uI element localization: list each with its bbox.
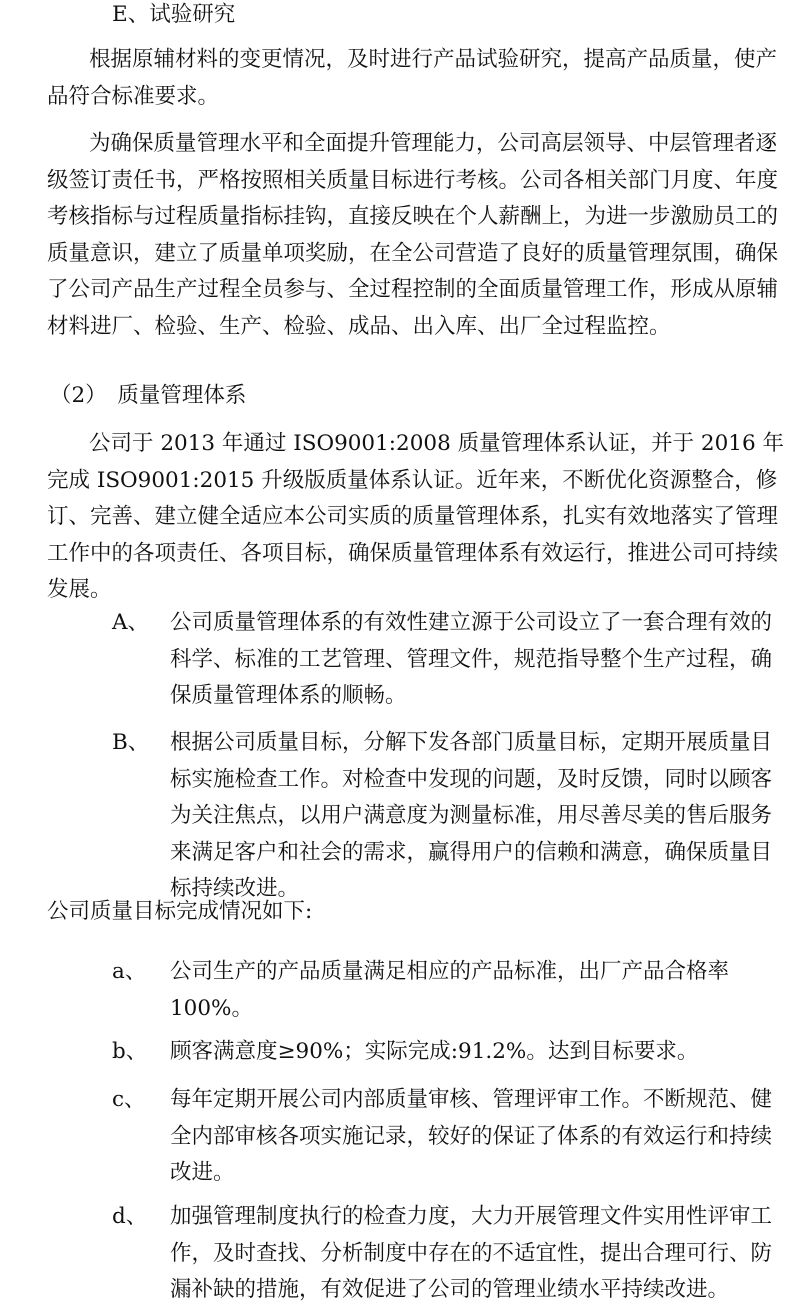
list-item-text: 公司质量管理体系的有效性建立源于公司设立了一套合理有效的科学、标准的工艺管理、管理文件，规范指导整个生产过程，确保质量管理体系的顺畅。 (170, 610, 773, 708)
section-e-paragraph-1: 根据原辅材料的变更情况，及时进行产品试验研究，提高产品质量，使产品符合标准要求。 (47, 47, 778, 109)
list-item-text: 公司生产的产品质量满足相应的产品标准，出厂产品合格率100%。 (170, 959, 730, 1021)
goals-intro: 公司质量目标完成情况如下: (47, 899, 313, 924)
section-e-paragraph-2: 为确保质量管理水平和全面提升管理能力，公司高层领导、中层管理者逐级签订责任书，严格按照相关质量目标进行考核。公司各相关部门月度、年度考核指标与过程质量指标挂钩，直接反映在个人薪酬上，为进一步激励员工的质量意识，建立了质量单项奖励，在全公司营造了良好的质量管理氛围，确保了公司产品生产过程全员参与、全过程控制的全面质量管理工作，形成从原辅材料进厂、检验、生产、检验、成品、出入库、出厂全过程监控。 (47, 131, 779, 339)
list-marker: A、 (112, 610, 150, 635)
list-item-text: 根据公司质量目标，分解下发各部门质量目标，定期开展质量目标实施检查工作。对检查中发现的问题，及时反馈，同时以顾客为关注焦点，以用户满意度为测量标准，用尽善尽美的售后服务来满足客户和社会的需求，赢得用户的信赖和满意，确保质量目标持续改进。 (170, 730, 773, 901)
section-e-heading: E、试验研究 (112, 2, 236, 27)
list-marker: B、 (112, 730, 150, 755)
section-2-heading: （2） 质量管理体系 (50, 383, 247, 408)
list-marker: b、 (112, 1039, 148, 1064)
list-marker: c、 (112, 1087, 146, 1112)
list-item-text: 顾客满意度≥90%；实际完成:91.2%。达到目标要求。 (170, 1039, 699, 1064)
list-item-text: 每年定期开展公司内部质量审核、管理评审工作。不断规范、健全内部审核各项实施记录，较好的保证了体系的有效运行和持续改进。 (170, 1087, 773, 1185)
list-marker: a、 (112, 959, 147, 984)
section-2-paragraph: 公司于 2013 年通过 ISO9001:2008 质量管理体系认证，并于 2016 年完成 ISO9001:2015 升级版质量体系认证。近年来，不断优化资源整合，修订、完善、建立健全适应本公司实质的质量管理体系，扎实有效地落实了管理工作中的各项责任、各项目标，确保质量管理体系有效运行，推进公司可持续发展。 (47, 431, 784, 602)
list-marker: d、 (112, 1204, 148, 1229)
list-item-text: 加强管理制度执行的检查力度，大力开展管理文件实用性评审工作，及时查找、分析制度中存在的不适宜性，提出合理可行、防漏补缺的措施，有效促进了公司的管理业绩水平持续改进。 (170, 1204, 773, 1302)
